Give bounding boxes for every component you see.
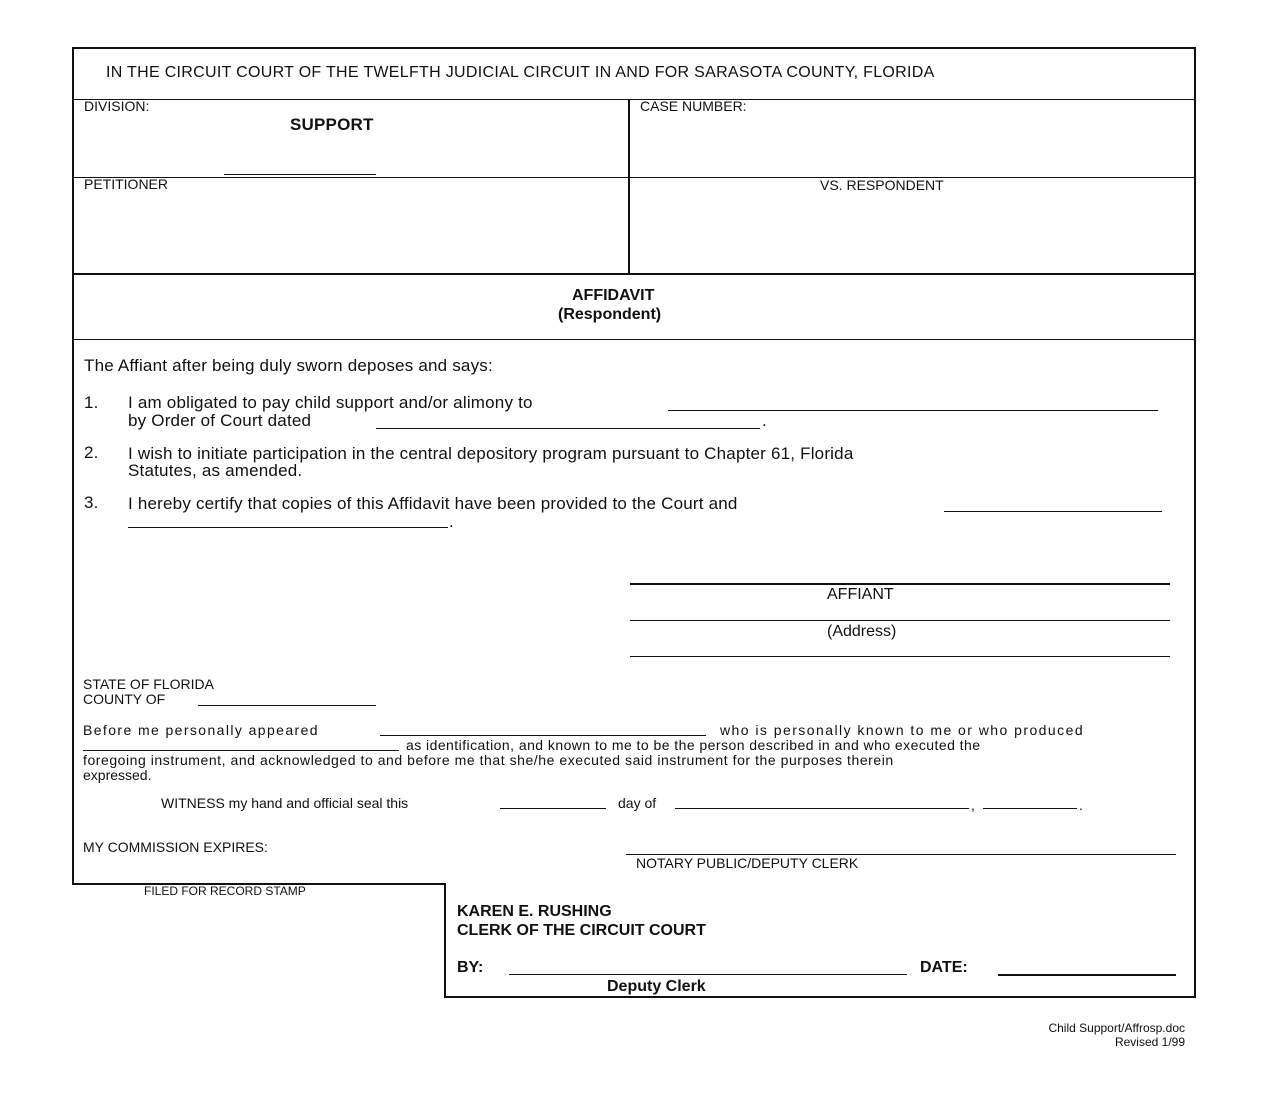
item-3-text: I hereby certify that copies of this Affidavit have been provided to the Court and xyxy=(128,494,738,513)
date-field[interactable] xyxy=(998,974,1176,976)
county-label: COUNTY OF xyxy=(83,691,166,707)
notary-text-c: as identification, and known to me to be the person described in and who executed the xyxy=(406,737,981,753)
filed-stamp-label: FILED FOR RECORD STAMP xyxy=(144,884,306,898)
deputy-signature-line[interactable] xyxy=(509,974,907,975)
notary-text-b: who is personally known to me or who produced xyxy=(720,722,1085,738)
deputy-clerk-label: Deputy Clerk xyxy=(607,978,706,995)
affidavit-intro: The Affiant after being duly sworn deposes and says: xyxy=(84,356,493,375)
identification-field[interactable] xyxy=(83,750,399,751)
notary-text-a: Before me personally appeared xyxy=(83,722,319,738)
clerk-title: CLERK OF THE CIRCUIT COURT xyxy=(457,922,706,939)
division-value: SUPPORT xyxy=(290,115,374,134)
notary-title: NOTARY PUBLIC/DEPUTY CLERK xyxy=(636,855,859,871)
clerk-name: KAREN E. RUSHING xyxy=(457,903,612,920)
witness-month-field[interactable] xyxy=(675,808,969,809)
case-number-label: CASE NUMBER: xyxy=(640,98,747,114)
notary-text-e: expressed. xyxy=(83,767,152,783)
footer-revised: Revised 1/99 xyxy=(1114,1035,1185,1049)
witness-text-a: WITNESS my hand and official seal this xyxy=(161,795,409,811)
petitioner-label: PETITIONER xyxy=(84,176,169,192)
appeared-name-field[interactable] xyxy=(380,735,706,736)
affidavit-title: AFFIDAVIT xyxy=(572,287,655,304)
footer-file: Child Support/Affrosp.doc xyxy=(1048,1021,1185,1035)
address-label: (Address) xyxy=(827,623,897,640)
affidavit-subtitle: (Respondent) xyxy=(558,306,662,323)
witness-period: . xyxy=(1079,797,1083,813)
respondent-label: VS. RESPONDENT xyxy=(820,177,944,193)
item-2-number: 2. xyxy=(84,443,99,462)
witness-year-field[interactable] xyxy=(983,808,1077,809)
witness-day-field[interactable] xyxy=(500,808,606,809)
order-date-field[interactable] xyxy=(376,428,760,429)
state-label: STATE OF FLORIDA xyxy=(83,676,214,692)
date-label: DATE: xyxy=(920,959,968,976)
affiant-signature-line[interactable] xyxy=(630,583,1170,585)
commission-label: MY COMMISSION EXPIRES: xyxy=(83,839,268,855)
item-2-text-line2: Statutes, as amended. xyxy=(128,461,303,480)
address-line-2[interactable] xyxy=(630,656,1170,657)
affiant-label: AFFIANT xyxy=(827,586,894,603)
obligee-name-field[interactable] xyxy=(668,410,1158,411)
court-heading: IN THE CIRCUIT COURT OF THE TWELFTH JUDICIAL CIRCUIT IN AND FOR SARASOTA COUNTY, FLORIDA xyxy=(106,64,935,81)
by-label: BY: xyxy=(457,959,484,976)
item-2-text: I wish to initiate participation in the central depository program pursuant to Chapter 61, Florida xyxy=(128,444,854,463)
item-1-number: 1. xyxy=(84,393,99,412)
item-3-period: . xyxy=(449,512,454,531)
item-1-text-line2: by Order of Court dated xyxy=(128,411,312,430)
witness-text-b: day of xyxy=(618,795,657,811)
item-1-text: I am obligated to pay child support and/or alimony to xyxy=(128,393,533,412)
petitioner-underline xyxy=(224,174,376,175)
division-label: DIVISION: xyxy=(84,98,150,114)
notary-text-d: foregoing instrument, and acknowledged to and before me that she/he executed said instrument for the purposes therein xyxy=(83,752,894,768)
county-field[interactable] xyxy=(198,705,376,706)
copy-recipient-field[interactable] xyxy=(944,511,1162,512)
address-line-1[interactable] xyxy=(630,620,1170,621)
item-3-number: 3. xyxy=(84,493,99,512)
copy-recipient-field-line2[interactable] xyxy=(128,527,448,528)
item-1-period: . xyxy=(762,411,767,430)
witness-comma: , xyxy=(971,797,975,813)
